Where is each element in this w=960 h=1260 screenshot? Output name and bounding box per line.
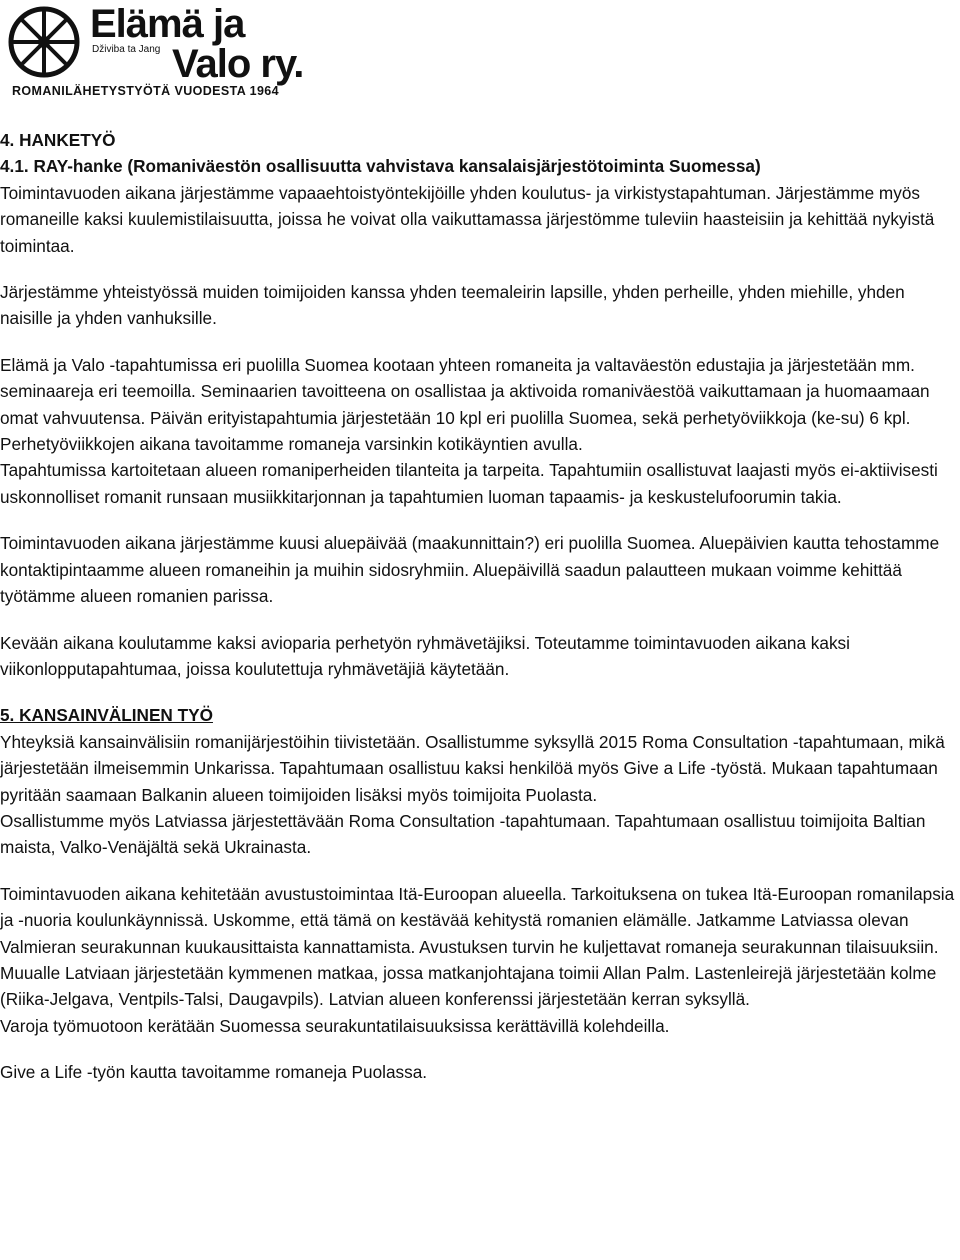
paragraph: Järjestämme yhteistyössä muiden toimijoiden kanssa yhden teemaleirin lapsille, yhden perheille, yhden miehille, yhden naisille ja yhden vanhuksille.	[0, 282, 905, 329]
paragraph: Osallistumme myös Latviassa järjestettävään Roma Consultation -tapahtumaan. Tapahtumaan osallistuu toimijoita Baltian maista, Valko-Venäjältä sekä Ukrainasta.	[0, 810, 926, 858]
section-5-heading: 5. KANSAINVÄLINEN TYÖ	[0, 705, 213, 726]
section-4-1-heading: 4.1. RAY-hanke (Romaniväestön osallisuutta vahvistava kansalaisjärjestötoiminta Suomessa)	[0, 156, 761, 177]
paragraph: Toimintavuoden aikana järjestämme vapaaehtoistyöntekijöille yhden koulutus- ja virkistystapahtuman. Järjestämme myös romaneille kaksi kuulemistilaisuutta, joissa he voivat olla vaikuttamassa järjestömme tuleviin haasteisiin ja kehittää nykyistä toimintaa.	[0, 182, 935, 256]
paragraph: Give a Life -työn kautta tavoitamme romaneja Puolassa.	[0, 1062, 428, 1083]
logo-subtitle: ROMANILÄHETYSTYÖTÄ VUODESTA 1964	[12, 84, 279, 98]
organization-logo	[6, 4, 306, 100]
paragraph: Toimintavuoden aikana järjestämme kuusi aluepäivää (maakunnittain?) eri puolilla Suomea. Aluepäivien kautta tehostamme kontaktipintaamme alueen romaneihin ja muihin sidosryhmiin. Aluepäivillä saadun palautteen mukaan voimme kehittää työtämme alueen romanien parissa.	[0, 533, 940, 607]
section-4-heading: 4. HANKETYÖ	[0, 130, 116, 150]
paragraph: Kevään aikana koulutamme kaksi avioparia perhetyön ryhmävetäjiksi. Toteutamme toimintavuoden aikana kaksi viikonlopputapahtumaa, joissa koulutettuja ryhmävetäjiä käytetään.	[0, 632, 850, 679]
paragraph: Yhteyksiä kansainvälisiin romanijärjestöihin tiivistetään. Osallistumme syksyllä 2015 Roma Consultation -tapahtumaan, mikä järjestetään ilmeisemmin Unkarissa. Tapahtumaan osallistuu kaksi henkilöä myös Give a Life -työstä. Mukaan tapahtumaan pyritään saamaan Balkanin alueen toimijoiden lisäksi myös toimijoita Puolasta.	[0, 731, 945, 805]
document-body	[0, 127, 956, 1086]
wheel-emblem-icon	[6, 4, 86, 84]
logo-title-line2: Valo ry.	[172, 42, 304, 86]
paragraph: Varoja työmuotoon kerätään Suomessa seurakuntatilaisuuksissa kerättävillä kolehdeilla.	[0, 1015, 670, 1036]
logo-title-line1: Elämä ja	[90, 2, 245, 46]
paragraph: Tapahtumissa kartoitetaan alueen romaniperheiden tilanteita ja tarpeita. Tapahtumiin osallistuvat laajasti myös ei-aktiivisesti uskonnolliset romanit runsaan musiikkitarjonnan ja tapahtumien luoman tapaamis- ja keskustelufoorumin takia.	[0, 460, 938, 507]
paragraph: Elämä ja Valo -tapahtumissa eri puolilla Suomea kootaan yhteen romaneita ja valtaväestön edustajia ja järjestetään mm. seminaareja eri teemoilla. Seminaarien tavoitteena on osallistaa ja aktivoida romaniväestöä vaikuttamaan ja huomaamaan omat vahvuutensa. Päivän erityistapahtumia järjestetään 10 kpl eri puolilla Suomea, sekä perhetyöviikkoja (ke-su) 6 kpl. Perhetyöviikkojen aikana tavoitamme romaneja varsinkin kotikäyntien avulla.	[0, 354, 930, 455]
paragraph: Muualle Latviaan järjestetään kymmenen matkaa, jossa matkanjohtajana toimii Allan Palm. Lastenleirejä järjestetään kolme (Riika-Jelgava, Ventpils-Talsi, Daugavpils). Latvian alueen konferenssi järjestetään kerran syksyllä.	[0, 962, 937, 1010]
paragraph: Toimintavuoden aikana kehitetään avustustoimintaa Itä-Euroopan alueella. Tarkoituksena on tukea Itä-Euroopan romanilapsia ja -nuoria koulunkäynnissä. Uskomme, että tämä on kestävää kehitystä romanien elämälle. Jatkamme Latviassa olevan Valmieran seurakunnan kuukausittaista kannattamista. Avustuksen turvin he kuljettavat romaneja seurakunnan tilaisuuksiin.	[0, 883, 955, 957]
logo-small-text: Dživiba ta Jang	[92, 44, 161, 55]
